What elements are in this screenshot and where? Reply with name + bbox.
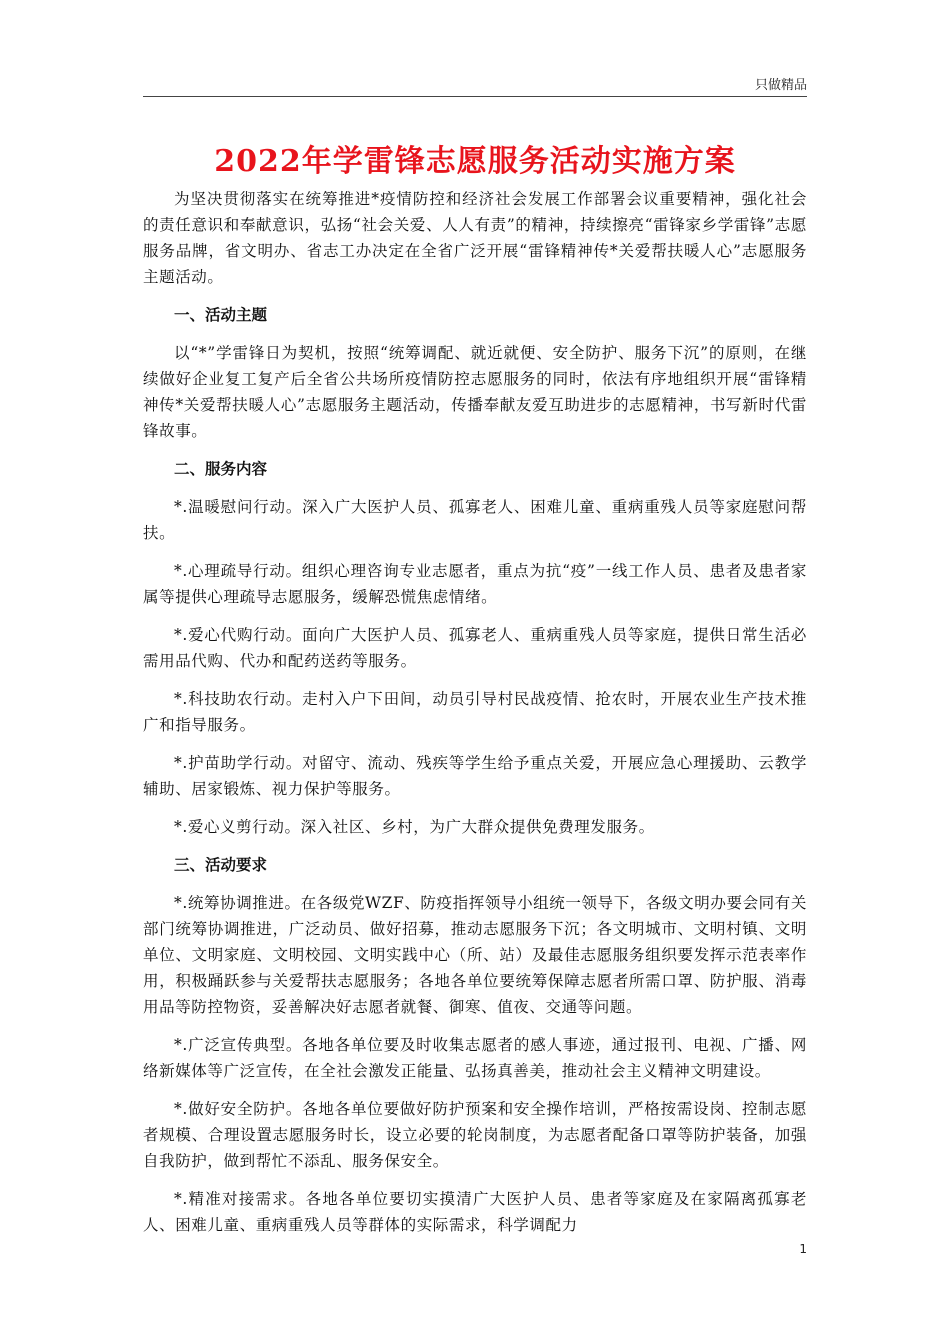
body-paragraph: *.温暖慰问行动。深入广大医护人员、孤寡老人、困难儿童、重病重残人员等家庭慰问帮扶。 — [143, 498, 807, 542]
header-note: 只做精品 — [754, 78, 807, 93]
body-paragraph: *.爱心义剪行动。深入社区、乡村，为广大群众提供免费理发服务。 — [174, 818, 655, 836]
body-paragraph: *.科技助农行动。走村入户下田间，动员引导村民战疫情、抢农时，开展农业生产技术推广和指导服务。 — [143, 690, 807, 734]
document-body — [143, 186, 807, 1250]
page-number: 1 — [799, 1242, 807, 1256]
body-paragraph: 以“*”学雷锋日为契机，按照“统筹调配、就近就便、安全防护、服务下沉”的原则，在继续做好企业复工复产后全省公共场所疫情防控志愿服务的同时，依法有序地组织开展“雷锋精神传*关爱帮扶暖人心”志愿服务主题活动，传播奉献友爱互助进步的志愿精神，书写新时代雷锋故事。 — [143, 344, 807, 440]
section-heading-requirements: 三、活动要求 — [174, 856, 268, 874]
body-paragraph: *.心理疏导行动。组织心理咨询专业志愿者，重点为抗“疫”一线工作人员、患者及患者家属等提供心理疏导志愿服务，缓解恐慌焦虑情绪。 — [143, 562, 807, 606]
header-divider — [143, 96, 807, 97]
document-title: 2022年学雷锋志愿服务活动实施方案 — [214, 144, 736, 179]
body-paragraph: *.广泛宣传典型。各地各单位要及时收集志愿者的感人事迹，通过报刊、电视、广播、网络新媒体等广泛宣传，在全社会激发正能量、弘扬真善美，推动社会主义精神文明建设。 — [143, 1036, 807, 1080]
body-paragraph: *.爱心代购行动。面向广大医护人员、孤寡老人、重病重残人员等家庭，提供日常生活必需用品代购、代办和配药送药等服务。 — [143, 626, 807, 670]
body-paragraph: *.精准对接需求。各地各单位要切实摸清广大医护人员、患者等家庭及在家隔离孤寡老人、困难儿童、重病重残人员等群体的实际需求，科学调配力 — [143, 1190, 807, 1234]
section-heading-theme: 一、活动主题 — [174, 306, 268, 324]
section-heading-services: 二、服务内容 — [174, 460, 268, 478]
intro-paragraph: 为坚决贯彻落实在统筹推进*疫情防控和经济社会发展工作部署会议重要精神，强化社会的责任意识和奉献意识，弘扬“社会关爱、人人有责”的精神，持续擦亮“雷锋家乡学雷锋”志愿服务品牌，省文明办、省志工办决定在全省广泛开展“雷锋精神传*关爱帮扶暖人心”志愿服务主题活动。 — [143, 190, 807, 286]
body-paragraph: *.统筹协调推进。在各级党WZF、防疫指挥领导小组统一领导下，各级文明办要会同有关部门统筹协调推进，广泛动员、做好招募，推动志愿服务下沉；各文明城市、文明村镇、文明单位、文明家庭、文明校园、文明实践中心（所、站）及最佳志愿服务组织要发挥示范表率作用，积极踊跃参与关爱帮扶志愿服务；各地各单位要统筹保障志愿者所需口罩、防护服、消毒用品等防控物资，妥善解决好志愿者就餐、御寒、值夜、交通等问题。 — [143, 894, 807, 1016]
body-paragraph: *.护苗助学行动。对留守、流动、残疾等学生给予重点关爱，开展应急心理援助、云教学辅助、居家锻炼、视力保护等服务。 — [143, 754, 807, 798]
body-paragraph: *.做好安全防护。各地各单位要做好防护预案和安全操作培训，严格按需设岗、控制志愿者规模、合理设置志愿服务时长，设立必要的轮岗制度，为志愿者配备口罩等防护装备，加强自我防护，做到帮忙不添乱、服务保安全。 — [143, 1100, 807, 1170]
